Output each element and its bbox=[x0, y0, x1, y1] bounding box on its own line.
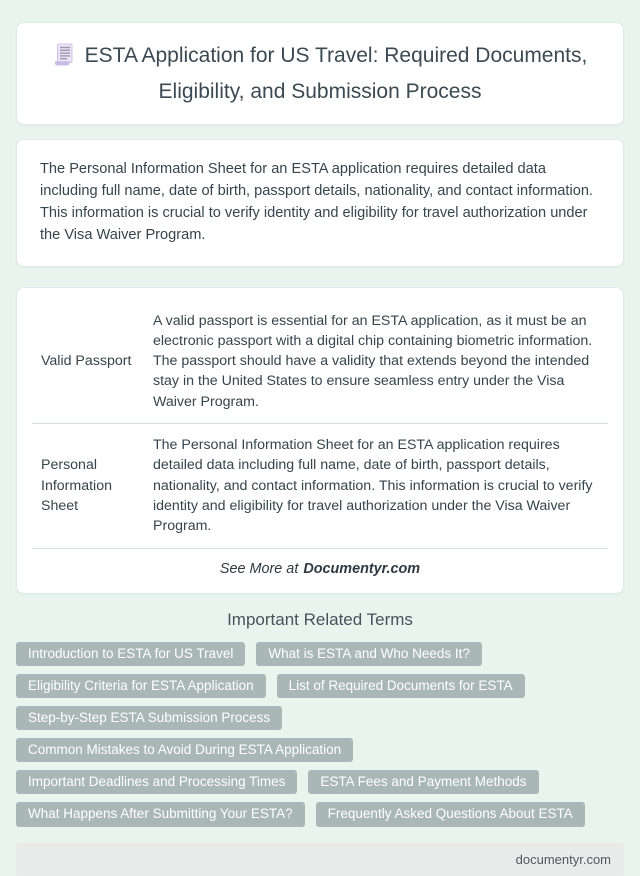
receipt-icon bbox=[53, 43, 74, 76]
description-cell: A valid passport is essential for an ESTA application, as it must be an electronic passport with a digital chip containing biometric information. The passport should have a validity that extends beyond the intended stay in the United States to ensure seamless entry under the Visa Waiver Program. bbox=[144, 300, 608, 424]
see-more-line bbox=[32, 561, 608, 577]
related-term-tag[interactable]: ESTA Fees and Payment Methods bbox=[308, 770, 538, 794]
related-term-tag[interactable]: Frequently Asked Questions About ESTA bbox=[316, 802, 585, 826]
summary-text: The Personal Information Sheet for an ESTA application requires detailed data including full name, date of birth, passport details, nationality, and contact information. This information is crucial to verify identity and eligibility for travel authorization under the Visa Waiver Program. bbox=[40, 161, 593, 243]
term-cell: Valid Passport bbox=[32, 300, 144, 424]
table-row bbox=[32, 300, 608, 424]
related-term-tag[interactable]: What is ESTA and Who Needs It? bbox=[256, 642, 482, 666]
documents-table-body bbox=[32, 300, 608, 548]
title-card bbox=[16, 22, 624, 125]
related-term-tag[interactable]: List of Required Documents for ESTA bbox=[277, 674, 525, 698]
documents-card bbox=[16, 287, 624, 594]
see-more-prefix: See More at bbox=[219, 560, 299, 577]
related-term-tag[interactable]: What Happens After Submitting Your ESTA? bbox=[16, 802, 305, 826]
related-term-tag[interactable]: Important Deadlines and Processing Times bbox=[16, 770, 297, 794]
footer-bar bbox=[16, 843, 624, 876]
term-cell: Personal Information Sheet bbox=[32, 424, 144, 548]
footer-site-label: documentyr.com bbox=[515, 851, 611, 867]
related-terms-heading: Important Related Terms bbox=[227, 609, 413, 629]
related-term-tag[interactable]: Step-by-Step ESTA Submission Process bbox=[16, 706, 282, 730]
page-title-text: ESTA Application for US Travel: Required Documents, Eligibility, and Submission Process bbox=[84, 44, 588, 103]
related-term-tag[interactable]: Eligibility Criteria for ESTA Application bbox=[16, 674, 266, 698]
table-row bbox=[32, 424, 608, 548]
related-term-tag[interactable]: Common Mistakes to Avoid During ESTA Application bbox=[16, 738, 353, 762]
description-cell: The Personal Information Sheet for an ESTA application requires detailed data including full name, date of birth, passport details, nationality, and contact information. This information is crucial to verify identity and eligibility for travel authorization under the Visa Waiver Program. bbox=[144, 424, 608, 548]
related-term-tag[interactable]: Introduction to ESTA for US Travel bbox=[16, 642, 245, 666]
summary-card bbox=[16, 139, 624, 267]
documents-table bbox=[32, 300, 608, 549]
related-terms-list bbox=[16, 642, 624, 827]
page-title bbox=[50, 40, 590, 107]
brand-name: Documentyr.com bbox=[303, 560, 421, 577]
